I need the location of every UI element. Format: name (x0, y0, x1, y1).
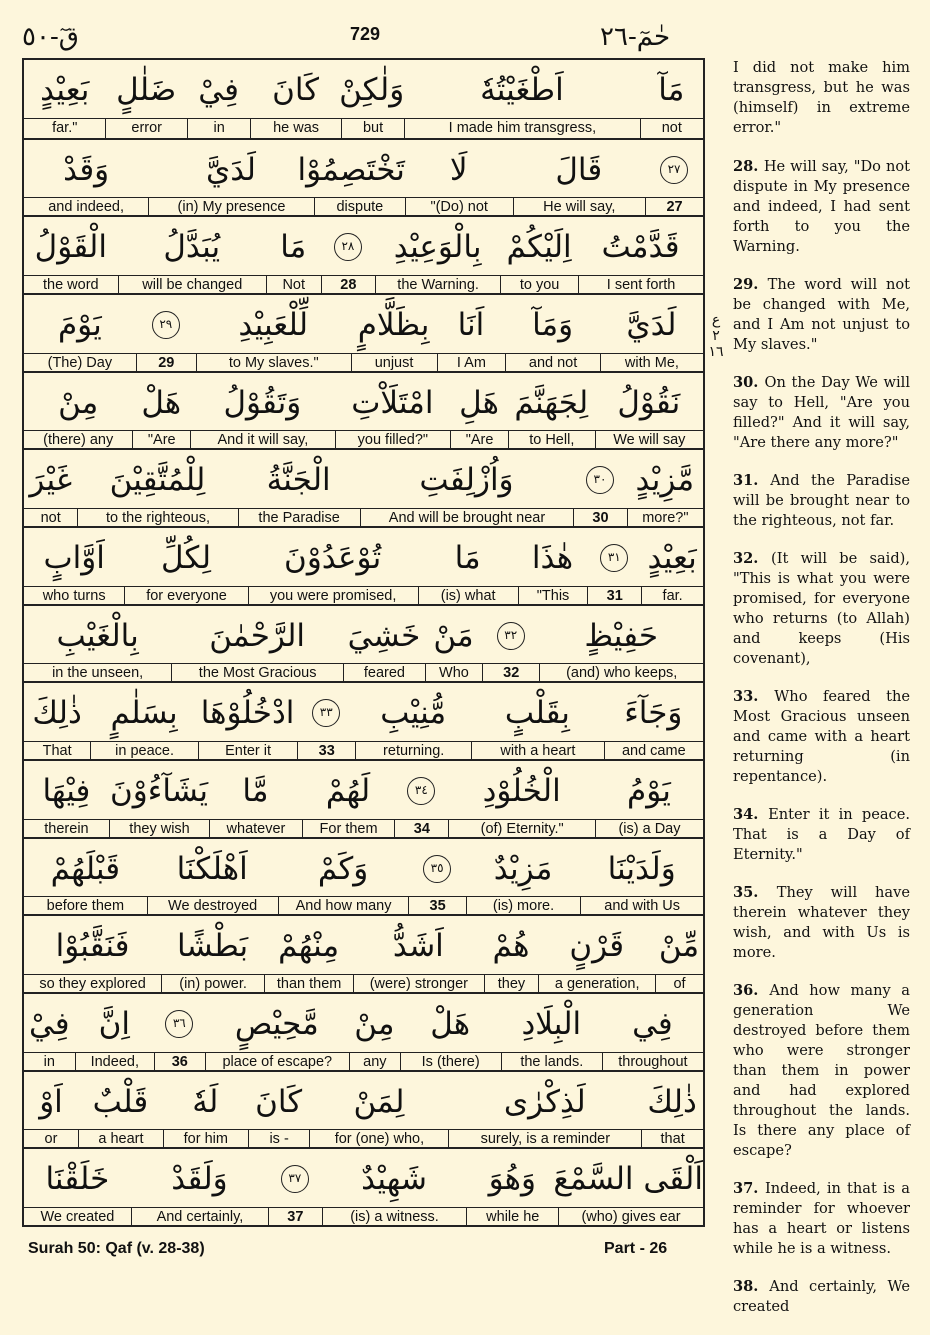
gloss-cell: of (655, 975, 703, 994)
arabic-word: نَقُوْلُ (617, 384, 681, 421)
ayah-number-marker: ٣١ (600, 544, 628, 572)
verse-text: And how many a generation We destroyed before them who were stronger than them in power and had explored throughout the lands. Is there any place of escape? (733, 982, 910, 1159)
arabic-word: وَهُوَ (488, 1161, 536, 1198)
arabic-word: ذٰلِكَ (32, 695, 82, 732)
header-surah-right: حٰمٓ-٢٦ (600, 22, 671, 52)
footer-part: Part - 26 (604, 1240, 668, 1257)
verse-row (24, 526, 703, 606)
page-header (0, 0, 930, 56)
gloss-cell: while he (466, 1208, 558, 1227)
arabic-word: لَهُمْ (325, 773, 371, 809)
ayah-number-marker: ٣٢ (497, 622, 525, 650)
arabic-word: الرَّحْمٰنَ (209, 617, 306, 654)
verse-text: And the Paradise will be brought near to the righteous, not far. (733, 472, 910, 529)
arabic-word: غَيْرَ (29, 462, 73, 499)
gloss-cell: I Am (437, 354, 506, 373)
gloss-cell: dispute (314, 198, 405, 217)
arabic-word: خَلَقْنَا (45, 1161, 110, 1198)
gloss-cell: Not (266, 276, 321, 295)
gloss-cell: you filled?" (335, 431, 451, 450)
arabic-line (24, 839, 703, 897)
arabic-word: وَتَقُوْلُ (223, 384, 302, 421)
gloss-cell: He will say, (513, 198, 645, 217)
gloss-cell: therein (44, 820, 89, 837)
gloss-cell: for everyone (124, 587, 247, 606)
arabic-word: فِيْ (198, 72, 239, 108)
verse-text: He will say, "Do not dispute in My presence and indeed, I had sent forth to you the Warning. (733, 158, 910, 255)
gloss-cell: in the unseen, (52, 665, 144, 682)
arabic-word: هٰذَا (531, 540, 574, 576)
arabic-word: مِنْهُمْ (278, 928, 340, 965)
arabic-word: لِمَنْ (353, 1083, 405, 1120)
gloss-cell: before them (46, 898, 125, 915)
gloss-cell: Enter it (198, 742, 297, 761)
english-gloss-line (24, 430, 703, 450)
gloss-cell: in peace. (90, 742, 198, 761)
gloss-cell: "Are (132, 431, 190, 450)
arabic-word: قَبْلَهُمْ (50, 850, 121, 887)
gloss-cell: the Paradise (238, 509, 360, 528)
arabic-word: مَّحِيْصٍ (234, 1006, 319, 1042)
gloss-cell: you were promised, (248, 587, 418, 606)
verse-number: 29. (733, 276, 768, 293)
arabic-word: يُبَدَّلُ (163, 229, 221, 266)
arabic-word: بِسَلٰمٍ (110, 695, 178, 732)
arabic-word: قَدَّمْتُ (601, 229, 680, 266)
gloss-cell: to Hell, (508, 431, 595, 450)
gloss-cell: returning. (355, 742, 471, 761)
arabic-word: بِقَلْبٍ (504, 695, 570, 732)
arabic-word: لِلْمُتَّقِيْنَ (109, 462, 206, 499)
arabic-line (24, 295, 703, 353)
verse-row (24, 837, 703, 917)
ayah-number-marker: ٢٧ (660, 156, 688, 184)
gloss-cell: 32 (482, 664, 539, 683)
verse-number: 31. (733, 472, 771, 489)
arabic-word: كَانَ (272, 72, 320, 108)
arabic-word: مَا (454, 540, 481, 576)
gloss-cell: And will be brought near (360, 509, 574, 528)
arabic-word: لَدَيَّ (206, 151, 256, 188)
translation-verse (733, 275, 910, 355)
english-gloss-line (24, 819, 703, 839)
arabic-word: وَجَآءَ (624, 695, 683, 732)
gloss-cell: Who (425, 664, 482, 683)
english-gloss-line (24, 275, 703, 295)
arabic-line (24, 217, 703, 275)
arabic-word: ذٰلِكَ (647, 1083, 697, 1120)
arabic-word: لَهٗ (192, 1083, 219, 1120)
verse-row (24, 1070, 703, 1150)
gloss-cell: for him (163, 1130, 248, 1149)
gloss-cell: We will say (595, 431, 703, 450)
gloss-cell: far." (52, 119, 78, 136)
gloss-cell: but (341, 119, 404, 138)
verse-row (24, 681, 703, 761)
arabic-word: قَرْنٍ (569, 928, 625, 965)
gloss-cell: (The) Day (47, 354, 113, 371)
arabic-word: اَوَّابٍ (43, 540, 105, 576)
arabic-word: بِظَلَّامٍ (357, 307, 430, 343)
arabic-word: هَلِ (459, 384, 499, 421)
gloss-cell: (is) a Day (595, 820, 703, 839)
gloss-cell: (in) power. (161, 975, 264, 994)
page-number: 729 (349, 24, 381, 44)
arabic-word: قَلْبٌ (92, 1083, 149, 1120)
gloss-cell: and with Us (580, 897, 703, 916)
ayah-number-marker: ٣٣ (312, 699, 340, 727)
arabic-word: فَنَقَّبُوْا (55, 928, 130, 965)
gloss-cell: 31 (587, 587, 641, 606)
gloss-cell: unjust (351, 354, 437, 373)
arabic-word: وَمَآ (532, 307, 574, 343)
arabic-word: هَلْ (430, 1006, 471, 1042)
arabic-line (24, 450, 703, 508)
gloss-cell: and not (505, 354, 600, 373)
gloss-cell: And certainly, (131, 1208, 268, 1227)
arabic-word: يَوْمَ (57, 307, 102, 343)
gloss-cell: 34 (394, 820, 448, 839)
english-gloss-line (24, 974, 703, 994)
gloss-cell: That (42, 742, 72, 759)
gloss-cell: 27 (645, 198, 703, 217)
verse-text: Enter it in peace. That is a Day of Eternity." (733, 806, 910, 863)
arabic-word: مَا (280, 229, 307, 266)
interlinear-grid (22, 58, 705, 1227)
verse-number: 38. (733, 1278, 770, 1295)
arabic-line (24, 1149, 703, 1207)
verse-row (24, 759, 703, 839)
gloss-cell: 37 (268, 1208, 321, 1227)
english-gloss-line (24, 663, 703, 683)
verse-row (24, 992, 703, 1072)
arabic-word: يَشَآءُوْنَ (110, 773, 209, 809)
english-gloss-line (24, 1207, 703, 1227)
arabic-word: اِلَيْكُمْ (506, 229, 572, 266)
arabic-line (24, 761, 703, 819)
arabic-word: يَوْمُ (627, 773, 671, 809)
arabic-word: ضَلٰلٍ (116, 72, 177, 108)
arabic-word: فِيْ (28, 1006, 70, 1042)
gloss-cell: to the righteous, (77, 509, 237, 528)
verse-text: Indeed, in that is a reminder for whoever has a heart or listens while he is a witness. (733, 1180, 910, 1257)
gloss-cell: they wish (109, 820, 209, 839)
arabic-word: وَلَدَيْنَا (607, 850, 676, 887)
gloss-cell: And how many (278, 897, 409, 916)
arabic-word: حَفِيْظٍ (584, 617, 658, 654)
ayah-number-marker: ٢٨ (334, 233, 362, 261)
arabic-word: الْخُلُوْدِ (482, 773, 561, 809)
verse-number: 28. (733, 158, 764, 175)
gloss-cell: or (44, 1131, 58, 1148)
gloss-cell: 29 (136, 354, 196, 373)
gloss-cell: (who) gives ear (558, 1208, 703, 1227)
arabic-line (24, 60, 703, 118)
arabic-word: كَانَ (255, 1083, 303, 1120)
translation-verse (733, 157, 910, 257)
gloss-cell: error (105, 119, 186, 138)
arabic-word: مَزِيْدٌ (493, 850, 553, 887)
arabic-word: هَلْ (141, 384, 182, 421)
translation-verse (733, 58, 910, 138)
gloss-cell: Indeed, (75, 1053, 154, 1072)
verse-row (24, 138, 703, 218)
verse-text: (It will be said), "This is what you were promised, for everyone who returns (to Allah) and keeps (His covenant), (733, 550, 910, 667)
verse-number: 30. (733, 374, 765, 391)
arabic-word: قَالَ (555, 151, 603, 188)
translation-verse (733, 981, 910, 1161)
arabic-word: امْتَلَاْتِ (351, 384, 434, 421)
gloss-cell: any (349, 1053, 400, 1072)
translation-column (733, 58, 910, 1335)
english-gloss-line (24, 741, 703, 761)
english-gloss-line (24, 1052, 703, 1072)
english-gloss-line (24, 118, 703, 138)
ruku-marker: ع ٢ ١٦ (708, 312, 724, 360)
arabic-word: مَّا (242, 773, 269, 809)
ayah-number-marker: ٣٧ (281, 1165, 309, 1193)
gloss-cell: (there) any (43, 432, 114, 449)
gloss-cell: Is (there) (400, 1053, 501, 1072)
arabic-word: وَكَمْ (317, 850, 369, 887)
gloss-cell: they (484, 975, 539, 994)
gloss-cell: I made him transgress, (404, 119, 639, 138)
arabic-word: مِنْ (58, 384, 99, 421)
gloss-cell: a generation, (538, 975, 655, 994)
gloss-cell: throughout (602, 1053, 703, 1072)
arabic-word: وَاُزْلِفَتِ (419, 462, 514, 499)
arabic-word: بِالْوَعِيْدِ (393, 229, 482, 266)
gloss-cell: he was (250, 119, 341, 138)
gloss-cell: so they explored (39, 975, 146, 992)
gloss-cell: (were) stronger (353, 975, 483, 994)
gloss-cell: And it will say, (190, 431, 334, 450)
gloss-cell: far. (641, 587, 703, 606)
arabic-word: لِكُلِّ (161, 540, 212, 576)
gloss-cell: 36 (154, 1053, 205, 1072)
gloss-cell: who turns (42, 587, 106, 604)
gloss-cell: 33 (297, 742, 355, 761)
arabic-word: اِنَّ (98, 1006, 130, 1042)
gloss-cell: 30 (573, 509, 626, 528)
arabic-word: مِنْ (354, 1006, 395, 1042)
translation-verse (733, 805, 910, 865)
gloss-cell: the lands. (501, 1053, 602, 1072)
gloss-cell: 28 (321, 276, 376, 295)
gloss-cell: (and) who keeps, (539, 664, 703, 683)
verse-number: 35. (733, 884, 777, 901)
gloss-cell: not (640, 119, 703, 138)
gloss-cell: (of) Eternity." (448, 820, 595, 839)
translation-verse (733, 471, 910, 531)
arabic-word: اَوْ (39, 1083, 63, 1120)
ayah-number-marker: ٣٥ (423, 855, 451, 883)
verse-text: They will have therein whatever they wish, and with Us is more. (733, 884, 910, 961)
verse-number: 37. (733, 1180, 765, 1197)
arabic-word: الْبِلَادِ (521, 1006, 582, 1042)
verse-row (24, 914, 703, 994)
arabic-word: اَشَدُّ (392, 928, 444, 965)
arabic-word: الْقَوْلُ (34, 229, 107, 266)
gloss-cell: "(Do) not (405, 198, 513, 217)
gloss-cell: than them (264, 975, 353, 994)
gloss-cell: feared (343, 664, 425, 683)
verse-number: 33. (733, 688, 775, 705)
translation-verse (733, 883, 910, 963)
gloss-cell: place of escape? (205, 1053, 349, 1072)
arabic-line (24, 528, 703, 586)
arabic-line (24, 994, 703, 1052)
gloss-cell: the Warning. (375, 276, 500, 295)
arabic-word: الْجَنَّةُ (266, 462, 331, 499)
english-gloss-line (24, 586, 703, 606)
arabic-line (24, 606, 703, 664)
gloss-cell: a heart (78, 1130, 163, 1149)
gloss-cell: with a heart (471, 742, 603, 761)
gloss-cell: in (43, 1053, 55, 1070)
verse-number: 34. (733, 806, 769, 823)
gloss-cell: for (one) who, (309, 1130, 448, 1149)
gloss-cell: to you (500, 276, 578, 295)
arabic-word: بَعِيْدٍ (647, 540, 697, 576)
arabic-word: اَنَا (457, 307, 485, 343)
translation-verse (733, 1179, 910, 1259)
gloss-cell: in (187, 119, 250, 138)
ayah-number-marker: ٣٦ (165, 1010, 193, 1038)
arabic-word: فِيْهَا (42, 773, 91, 809)
gloss-cell: (is) what (418, 587, 518, 606)
footer-surah: Surah 50: Qaf (v. 28-38) (28, 1240, 205, 1257)
gloss-cell: (is) a witness. (322, 1208, 467, 1227)
gloss-cell: the word (43, 276, 99, 293)
gloss-cell: and indeed, (48, 199, 124, 216)
arabic-word: وَقَدْ (63, 151, 110, 188)
verse-row (24, 60, 703, 138)
arabic-line (24, 373, 703, 431)
gloss-cell: I sent forth (578, 276, 703, 295)
ayah-number-marker: ٢٩ (152, 311, 180, 339)
verse-row (24, 1147, 703, 1227)
arabic-word: هُمْ (492, 928, 530, 965)
arabic-word: اَلْقَى السَّمْعَ (553, 1161, 703, 1198)
arabic-word: تَخْتَصِمُوْا (297, 151, 405, 188)
arabic-word: مَّزِيْدٍ (635, 462, 695, 499)
arabic-word: بَطْشًا (177, 928, 249, 965)
arabic-word: لِّلْعَبِيْدِ (238, 307, 309, 343)
arabic-word: لَذِكْرٰى (503, 1083, 586, 1120)
translation-verse (733, 687, 910, 787)
translation-verse (733, 1277, 910, 1317)
ayah-number-marker: ٣٤ (407, 777, 435, 805)
verse-row (24, 371, 703, 451)
arabic-line (24, 140, 703, 198)
gloss-cell: with Me, (600, 354, 703, 373)
arabic-word: مَآ (658, 72, 685, 108)
verse-text: And certainly, We created (733, 1278, 910, 1315)
gloss-cell: and came (604, 742, 703, 761)
verse-row (24, 604, 703, 684)
ayah-number-marker: ٣٠ (586, 466, 614, 494)
verse-number: 36. (733, 982, 770, 999)
english-gloss-line (24, 896, 703, 916)
gloss-cell: that (641, 1130, 703, 1149)
gloss-cell: surely, is a reminder (448, 1130, 641, 1149)
gloss-cell: whatever (209, 820, 302, 839)
arabic-line (24, 683, 703, 741)
gloss-cell: the Most Gracious (171, 664, 343, 683)
arabic-word: مِّنْ (658, 928, 700, 965)
arabic-word: لَا (449, 151, 468, 188)
gloss-cell: (is) more. (466, 897, 581, 916)
english-gloss-line (24, 508, 703, 528)
arabic-word: خَشِيَ (347, 617, 421, 654)
arabic-word: لَدَيَّ (626, 307, 677, 343)
gloss-cell: 35 (408, 897, 465, 916)
gloss-cell: "Are (450, 431, 508, 450)
arabic-word: ادْخُلُوْهَا (200, 695, 295, 732)
arabic-word: بِالْغَيْبِ (56, 617, 139, 654)
arabic-word: فِي (632, 1006, 673, 1042)
arabic-word: اَطْغَيْتُهٗ (480, 72, 564, 108)
gloss-cell: For them (302, 820, 395, 839)
verse-text: On the Day We will say to Hell, "Are you filled?" And it will say, "Are there any more?" (733, 374, 910, 451)
verse-text: I did not make him transgress, but he was (himself) in extreme error." (733, 59, 910, 136)
verse-text: Who feared the Most Gracious unseen and came with a heart returning (in repentance). (733, 688, 910, 785)
arabic-word: اَهْلَكْنَا (176, 850, 248, 887)
translation-verse (733, 549, 910, 669)
gloss-cell: to My slaves." (196, 354, 351, 373)
gloss-cell: will be changed (118, 276, 266, 295)
gloss-cell: We destroyed (147, 897, 278, 916)
translation-verse (733, 373, 910, 453)
verse-row (24, 215, 703, 295)
verse-number: 32. (733, 550, 772, 567)
gloss-cell: We created (40, 1208, 115, 1225)
english-gloss-line (24, 1129, 703, 1149)
arabic-word: لِجَهَنَّمَ (514, 384, 589, 421)
gloss-cell: not (40, 509, 61, 526)
english-gloss-line (24, 353, 703, 373)
arabic-word: مُّنِيْبِ (380, 695, 447, 732)
gloss-cell: "This (518, 587, 587, 606)
arabic-word: تُوْعَدُوْنَ (284, 540, 382, 576)
verse-row (24, 448, 703, 528)
arabic-line (24, 1072, 703, 1130)
verse-text: The word will not be changed with Me, and I Am not unjust to My slaves." (733, 276, 910, 353)
header-surah-left: قٓ-٥٠ (22, 22, 79, 52)
gloss-cell: (in) My presence (148, 198, 314, 217)
arabic-line (24, 916, 703, 974)
gloss-cell: more?" (627, 509, 703, 528)
arabic-word: شَهِيْدٌ (361, 1161, 427, 1198)
verse-row (24, 293, 703, 373)
arabic-word: وَلَقَدْ (171, 1161, 228, 1198)
gloss-cell: is - (248, 1130, 310, 1149)
arabic-word: بَعِيْدٍ (40, 72, 90, 108)
english-gloss-line (24, 197, 703, 217)
arabic-word: وَلٰكِنْ (339, 72, 405, 108)
arabic-word: مَنْ (433, 617, 474, 654)
